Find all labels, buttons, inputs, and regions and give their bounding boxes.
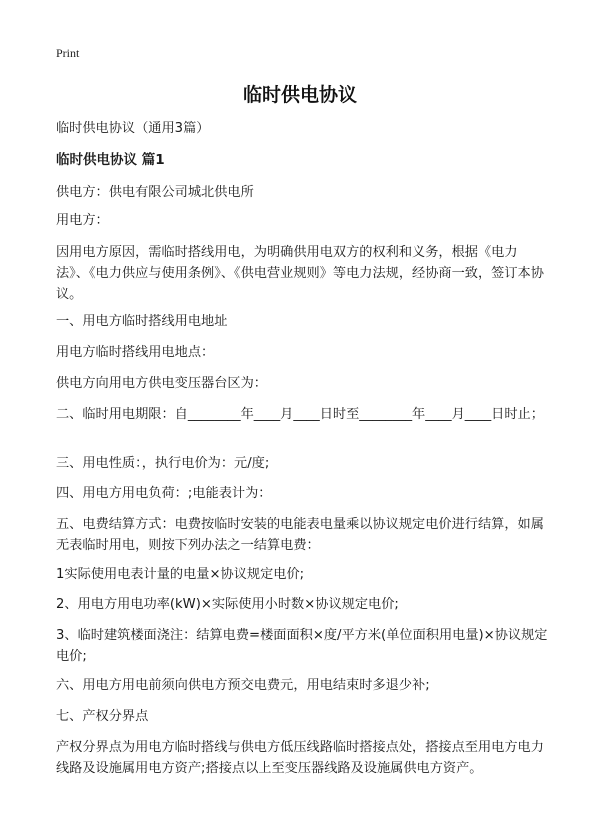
document-title: 临时供电协议 xyxy=(242,84,357,106)
paragraph-consumer: 用电方： xyxy=(56,213,109,228)
paragraph-transformer-area: 供电方向用电方供电变压器台区为： xyxy=(56,376,267,391)
paragraph-clause-3: 三、用电性质：，执行电价为：元/度; xyxy=(56,456,270,471)
paragraph-usage-location: 用电方临时搭线用电地点： xyxy=(56,345,215,360)
paragraph-method-2: 2、用电方用电功率(kW)×实际使用小时数×协议规定电价; xyxy=(56,597,399,612)
document-subtitle: 临时供电协议（通用3篇） xyxy=(56,121,210,136)
paragraph-clause-7: 七、产权分界点 xyxy=(56,709,149,724)
paragraph-intro: 因用电方原因，需临时搭线用电，为明确供用电双方的权利和义务，根据《电力法》、《电力供应与使用条例》、《供电营业规则》等电力法规，经协商一致，签订本协议。 xyxy=(56,245,544,302)
print-label: Print xyxy=(56,46,80,60)
paragraph-method-1: 1实际使用电表计量的电量×协议规定电价; xyxy=(56,567,305,582)
paragraph-method-3: 3、临时建筑楼面浇注：结算电费=楼面面积×度/平方米(单位面积用电量)×协议规定电价; xyxy=(56,628,548,664)
section-heading: 临时供电协议 篇1 xyxy=(56,152,165,168)
paragraph-supplier: 供电方：供电有限公司城北供电所 xyxy=(56,185,254,200)
paragraph-clause-2: 二、临时用电期限：自________年____月____日时至________年____月____日时止； xyxy=(56,407,544,422)
paragraph-clause-6: 六、用电方用电前须向供电方预交电费元，用电结束时多退少补; xyxy=(56,678,430,693)
paragraph-ownership: 产权分界点为用电方临时搭线与供电方低压线路临时搭接点处，搭接点至用电方电力线路及设施属用电方资产;搭接点以上至变压器线路及设施属供电方资产。 xyxy=(56,740,544,776)
paragraph-clause-1: 一、用电方临时搭线用电地址 xyxy=(56,314,228,329)
paragraph-clause-5: 五、电费结算方式：电费按临时安装的电能表电量乘以协议规定电价进行结算，如属无表临时用电，则按下列办法之一结算电费： xyxy=(56,517,544,553)
paragraph-clause-4: 四、用电方用电负荷：;电能表计为： xyxy=(56,486,272,501)
